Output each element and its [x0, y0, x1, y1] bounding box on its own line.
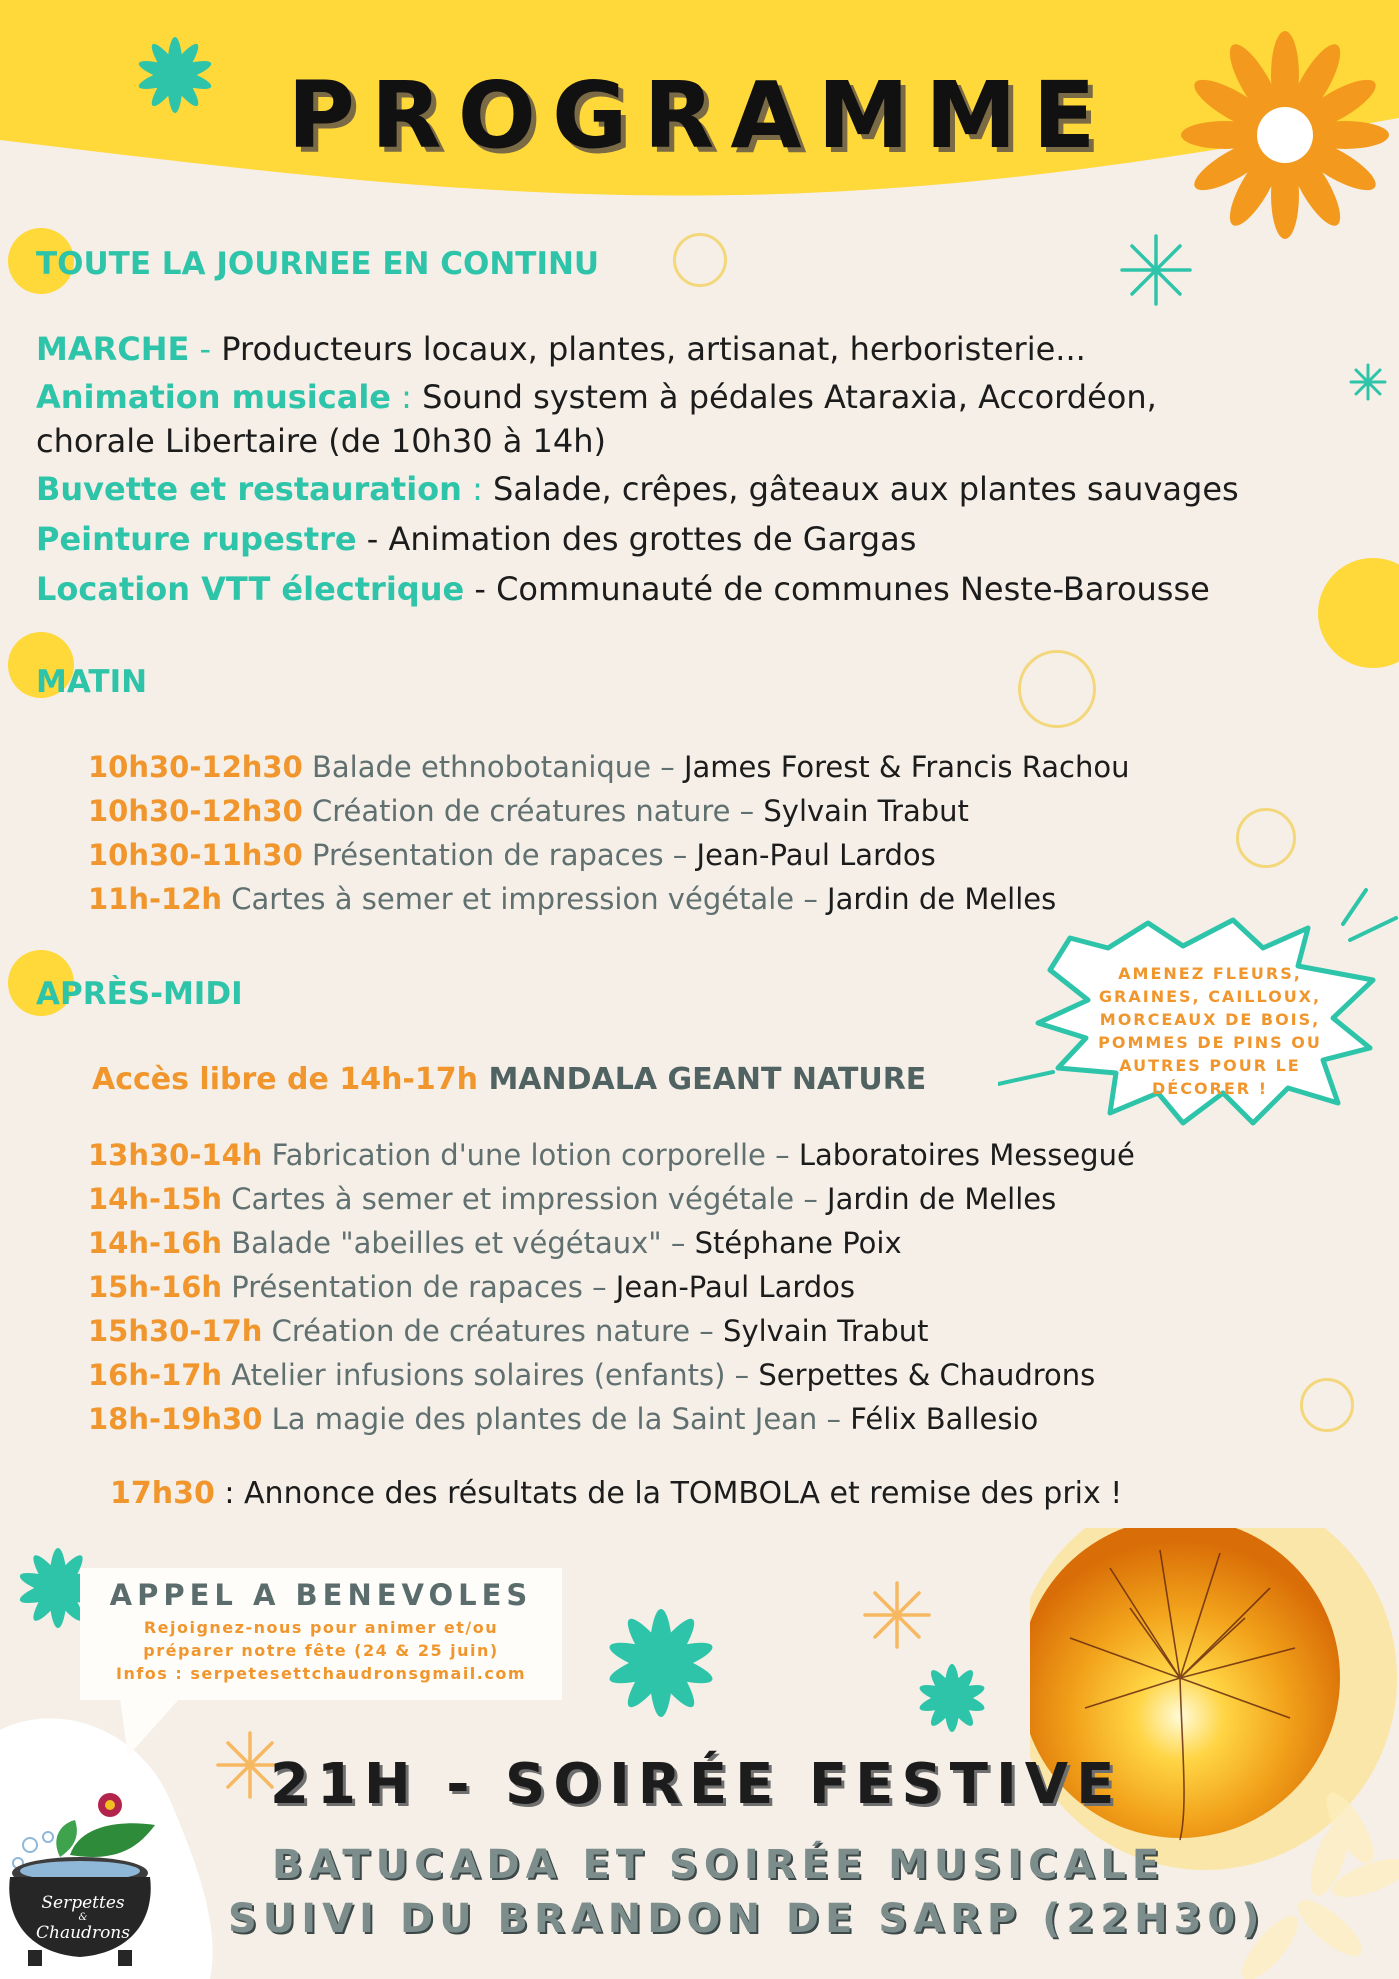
- activity: Balade "abeilles et végétaux" –: [222, 1226, 695, 1260]
- logo-text: [28, 1893, 138, 1943]
- burst-line: DÉCORER !: [1152, 1079, 1268, 1098]
- time: 17h30: [110, 1476, 215, 1511]
- teal-flower-icon: [130, 30, 220, 120]
- yellow-ring: [1236, 808, 1296, 868]
- time: 10h30-11h30: [88, 838, 303, 872]
- speaker: Stéphane Poix: [694, 1226, 902, 1260]
- time: 14h-16h: [88, 1226, 223, 1260]
- item-label: Location VTT électrique: [36, 570, 465, 608]
- activity: Présentation de rapaces –: [302, 838, 697, 872]
- activity: : Annonce des résultats de la TOMBOLA et remise des prix !: [214, 1476, 1123, 1511]
- volunteers-line: Rejoignez-nous pour animer et/ou: [143, 1618, 499, 1637]
- item-text: chorale Libertaire (de 10h30 à 14h): [36, 422, 607, 460]
- section-heading-afternoon: APRÈS-MIDI: [36, 976, 243, 1012]
- item-text: Salade, crêpes, gâteaux aux plantes sauvages: [493, 470, 1239, 508]
- time: 10h30-12h30: [88, 750, 303, 784]
- teal-flower-icon: [598, 1600, 724, 1726]
- speech-tail: [120, 1698, 180, 1758]
- schedule-row: [88, 882, 1056, 916]
- burst-line: AMENEZ FLEURS,: [1118, 964, 1302, 983]
- speaker: Félix Ballesio: [850, 1402, 1039, 1436]
- burst-line: MORCEAUX DE BOIS,: [1099, 1010, 1321, 1029]
- time: 15h-16h: [88, 1270, 223, 1304]
- activity: Cartes à semer et impression végétale –: [222, 1182, 828, 1216]
- tombola-row: [110, 1476, 1122, 1511]
- mandala-row: [92, 1062, 926, 1097]
- logo-line: Serpettes: [41, 1893, 125, 1913]
- time: 10h30-12h30: [88, 794, 303, 828]
- item-sep: :: [391, 378, 423, 416]
- volunteers-contact: Infos : serpetesettchaudronsgmail.com: [115, 1664, 527, 1683]
- logo-line: Chaudrons: [36, 1923, 130, 1943]
- schedule-row: [88, 838, 936, 872]
- item-sep: -: [189, 330, 222, 368]
- schedule-row: [88, 1270, 855, 1304]
- item-label: Peinture rupestre: [36, 520, 357, 558]
- item-text: Sound system à pédales Ataraxia, Accordéon,: [422, 378, 1157, 416]
- schedule-row: [88, 1138, 1135, 1172]
- yellow-ring: [1300, 1378, 1354, 1432]
- list-item: [36, 520, 916, 558]
- list-item-continued: [36, 422, 606, 460]
- schedule-row: [88, 1182, 1056, 1216]
- list-item: [36, 570, 1326, 608]
- item-label: MARCHE: [36, 330, 190, 368]
- speaker: Sylvain Trabut: [723, 1314, 929, 1348]
- burst-text: [1090, 962, 1330, 1100]
- item-text: Producteurs locaux, plantes, artisanat, herboristerie...: [221, 330, 1086, 368]
- schedule-row: [88, 1314, 929, 1348]
- item-sep: -: [464, 570, 497, 608]
- speaker: Jean-Paul Lardos: [615, 1270, 856, 1304]
- evening-title: 21H - SOIRÉE FESTIVE: [270, 1752, 1123, 1817]
- time: 13h30-14h: [88, 1138, 263, 1172]
- schedule-row: [88, 1402, 1038, 1436]
- schedule-row: [88, 750, 1129, 784]
- section-heading-all-day: TOUTE LA JOURNEE EN CONTINU: [36, 246, 600, 282]
- activity: Présentation de rapaces –: [222, 1270, 616, 1304]
- time: 11h-12h: [88, 882, 223, 916]
- item-text: Animation des grottes de Gargas: [388, 520, 917, 558]
- volunteers-title: APPEL A BENEVOLES: [109, 1578, 533, 1612]
- time: 15h30-17h: [88, 1314, 263, 1348]
- activity: Création de créatures nature –: [262, 1314, 724, 1348]
- teal-star-icon: [1349, 363, 1387, 401]
- item-label: Buvette et restauration: [36, 470, 462, 508]
- schedule-row: [88, 1358, 1095, 1392]
- item-sep: :: [461, 470, 494, 508]
- list-item: [36, 378, 1157, 416]
- activity: MANDALA GEANT NATURE: [478, 1062, 927, 1097]
- time: 16h-17h: [88, 1358, 223, 1392]
- list-item: [36, 470, 1239, 508]
- time: 18h-19h30: [88, 1402, 263, 1436]
- evening-line: BATUCADA ET SOIRÉE MUSICALE: [272, 1842, 1166, 1888]
- item-label: Animation musicale: [36, 378, 391, 416]
- teal-star-icon: [1118, 232, 1194, 308]
- speaker: Jardin de Melles: [827, 882, 1057, 916]
- activity: Atelier infusions solaires (enfants) –: [222, 1358, 759, 1392]
- burst-line: GRAINES, CAILLOUX,: [1098, 987, 1322, 1006]
- activity: Fabrication d'une lotion corporelle –: [262, 1138, 799, 1172]
- page-title: PROGRAMME: [287, 62, 1112, 169]
- time: Accès libre de 14h-17h: [92, 1062, 478, 1097]
- activity: Création de créatures nature –: [302, 794, 764, 828]
- burst-line: POMMES DE PINS OU: [1098, 1033, 1322, 1052]
- orange-star-icon: [862, 1580, 932, 1650]
- logo-amp: &: [78, 1912, 88, 1923]
- orange-flower-icon: [1175, 25, 1395, 245]
- speaker: James Forest & Francis Rachou: [683, 750, 1130, 784]
- yellow-ring: [673, 233, 727, 287]
- speaker: Jean-Paul Lardos: [696, 838, 936, 872]
- evening-line: SUIVI DU BRANDON DE SARP (22H30): [228, 1896, 1266, 1942]
- teal-flower-icon: [912, 1658, 992, 1738]
- yellow-dot: [1318, 558, 1399, 668]
- yellow-ring: [1018, 650, 1096, 728]
- speaker: Sylvain Trabut: [763, 794, 969, 828]
- time: 14h-15h: [88, 1182, 223, 1216]
- list-item: [36, 330, 1086, 368]
- speaker: Jardin de Melles: [827, 1182, 1057, 1216]
- section-heading-morning: MATIN: [36, 664, 148, 700]
- item-text: Communauté de communes Neste-Barousse: [496, 570, 1210, 608]
- schedule-row: [88, 794, 969, 828]
- volunteers-line: préparer notre fête (24 & 25 juin): [143, 1641, 499, 1660]
- activity: Cartes à semer et impression végétale –: [222, 882, 828, 916]
- activity: La magie des plantes de la Saint Jean –: [262, 1402, 851, 1436]
- speaker: Serpettes & Chaudrons: [758, 1358, 1096, 1392]
- burst-line: AUTRES POUR LE: [1119, 1056, 1301, 1075]
- schedule-row: [88, 1226, 902, 1260]
- activity: Balade ethnobotanique –: [302, 750, 684, 784]
- item-sep: -: [356, 520, 389, 558]
- speaker: Laboratoires Messegué: [798, 1138, 1135, 1172]
